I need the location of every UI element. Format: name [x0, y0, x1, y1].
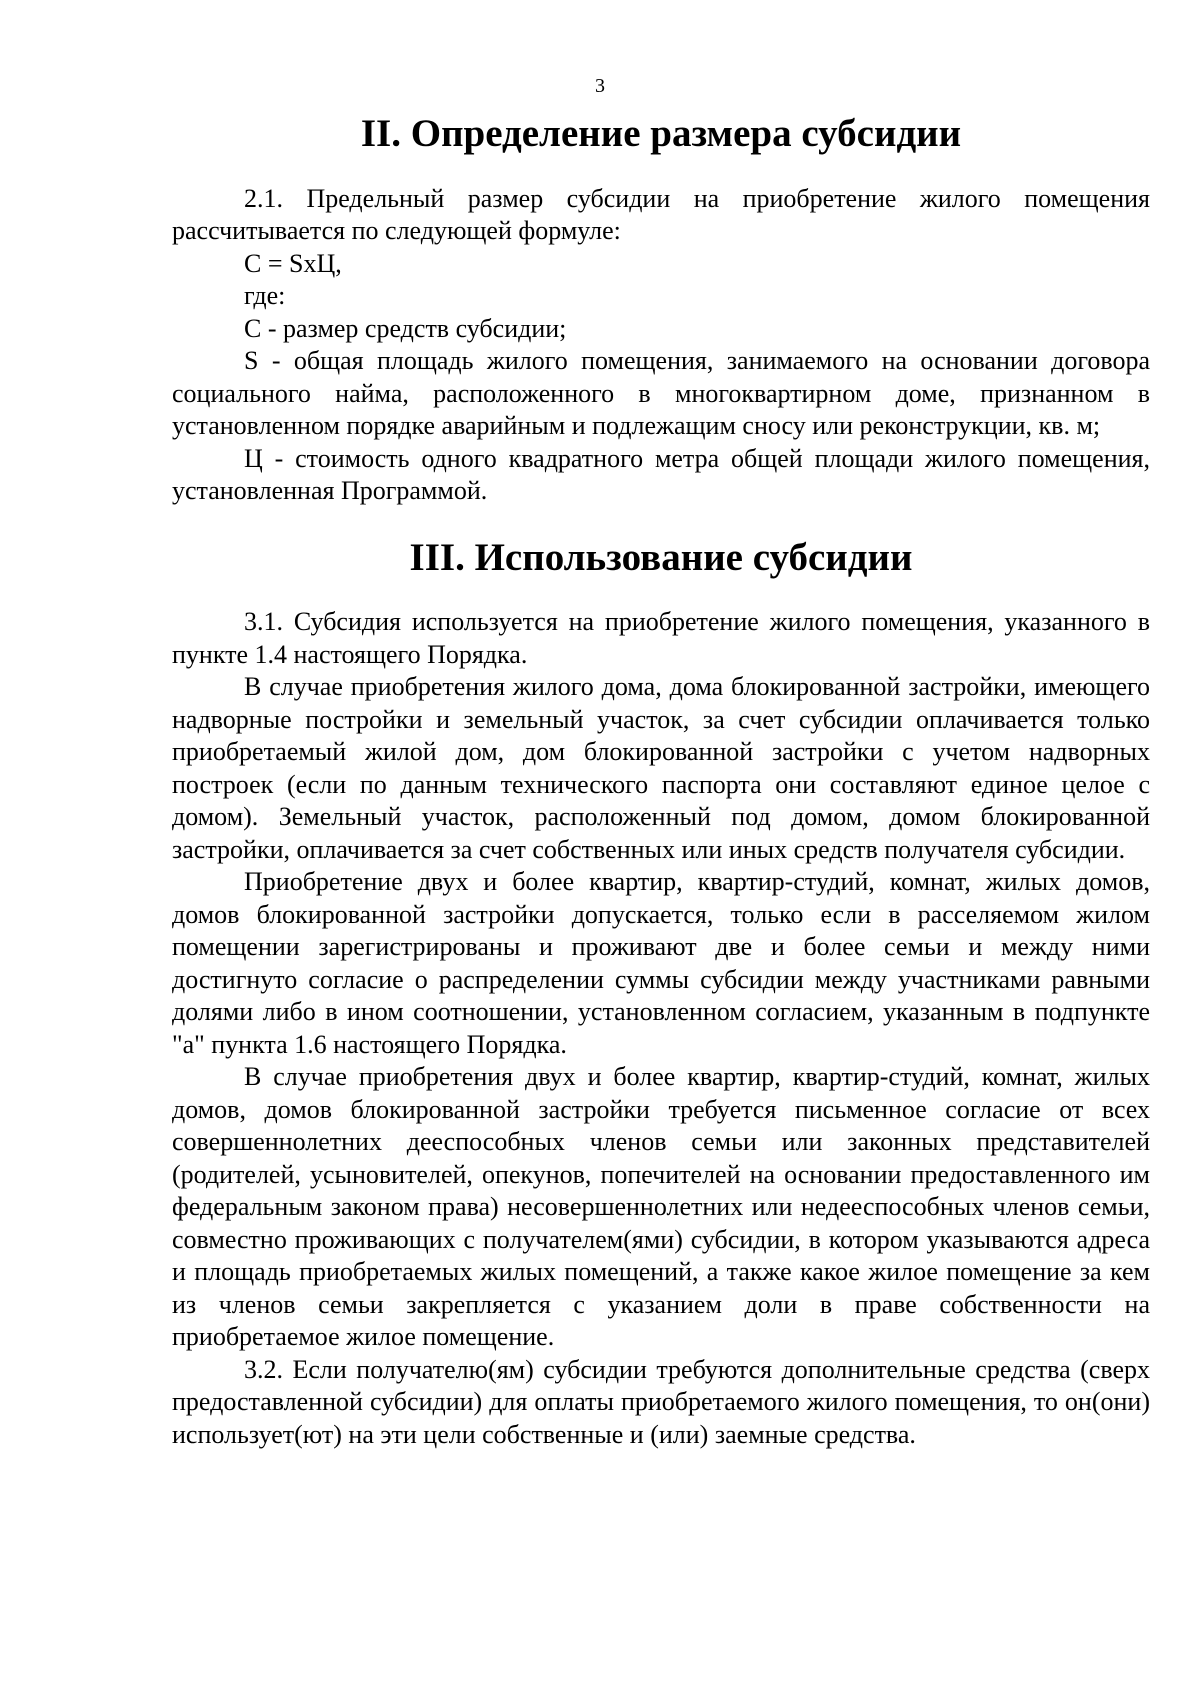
definition-c: C - размер средств субсидии;	[244, 313, 567, 343]
page-number: 3	[595, 75, 605, 97]
definition-ts: Ц - стоимость одного квадратного метра общей площади жилого помещения, установленная Программой.	[172, 443, 1150, 505]
document-body	[172, 112, 1150, 1451]
section-3-title: III. Использование субсидии	[409, 535, 913, 579]
where-label: где:	[244, 281, 286, 310]
paragraph-3-2: 3.2. Если получателю(ям) субсидии требуются дополнительные средства (сверх предоставленной субсидии) для оплаты приобретаемого жилого помещения, то он(они) использует(ют) на эти цели собственные и (или) заемные средства.	[172, 1354, 1150, 1449]
paragraph-3-1: 3.1. Субсидия используется на приобретение жилого помещения, указанного в пункте 1.4 настоящего Порядка.	[172, 607, 1150, 669]
section-2-title: II. Определение размера субсидии	[360, 112, 962, 155]
definition-s: S - общая площадь жилого помещения, занимаемого на основании договора социального найма, расположенного в многоквартирном доме, признанном в установленном порядке аварийным и подлежащим сносу или реконструкции, кв. м;	[172, 346, 1150, 440]
paragraph-3-1-consent: В случае приобретения двух и более квартир, квартир-студий, комнат, жилых домов, домов блокированной застройки требуется письменное согласие от всех совершеннолетних дееспособных членов семьи или законных представителей (родителей, усыновителей, опекунов, попечителей на основании предоставленного им федеральным законом права) несовершеннолетних или недееспособных членов семьи, совместно проживающих с получателем(ями) субсидии, в котором указываются адреса и площадь приобретаемых жилых помещений, а также какое жилое помещение за кем из членов семьи закрепляется с указанием доли в праве собственности на приобретаемое жилое помещение.	[172, 1062, 1150, 1351]
paragraph-3-1-multiple: Приобретение двух и более квартир, квартир-студий, комнат, жилых домов, домов блокированной застройки допускается, только если в расселяемом жилом помещении зарегистрированы и проживают две и более семьи и между ними достигнуто согласие о распределении суммы субсидии между участниками равными долями либо в ином соотношении, установленном согласием, указанным в подпункте "а" пункта 1.6 настоящего Порядка.	[172, 867, 1150, 1059]
paragraph-2-1: 2.1. Предельный размер субсидии на приобретение жилого помещения рассчитывается по следующей формуле:	[172, 183, 1150, 245]
paragraph-3-1-house: В случае приобретения жилого дома, дома блокированной застройки, имеющего надворные постройки и земельный участок, за счет субсидии оплачивается только приобретаемый жилой дом, дом блокированной застройки с учетом надворных построек (если по данным технического паспорта они составляют единое целое с домом). Земельный участок, расположенный под домом, домом блокированной застройки, оплачивается за счет собственных или иных средств получателя субсидии.	[172, 672, 1150, 864]
formula: C = SxЦ,	[244, 248, 342, 278]
